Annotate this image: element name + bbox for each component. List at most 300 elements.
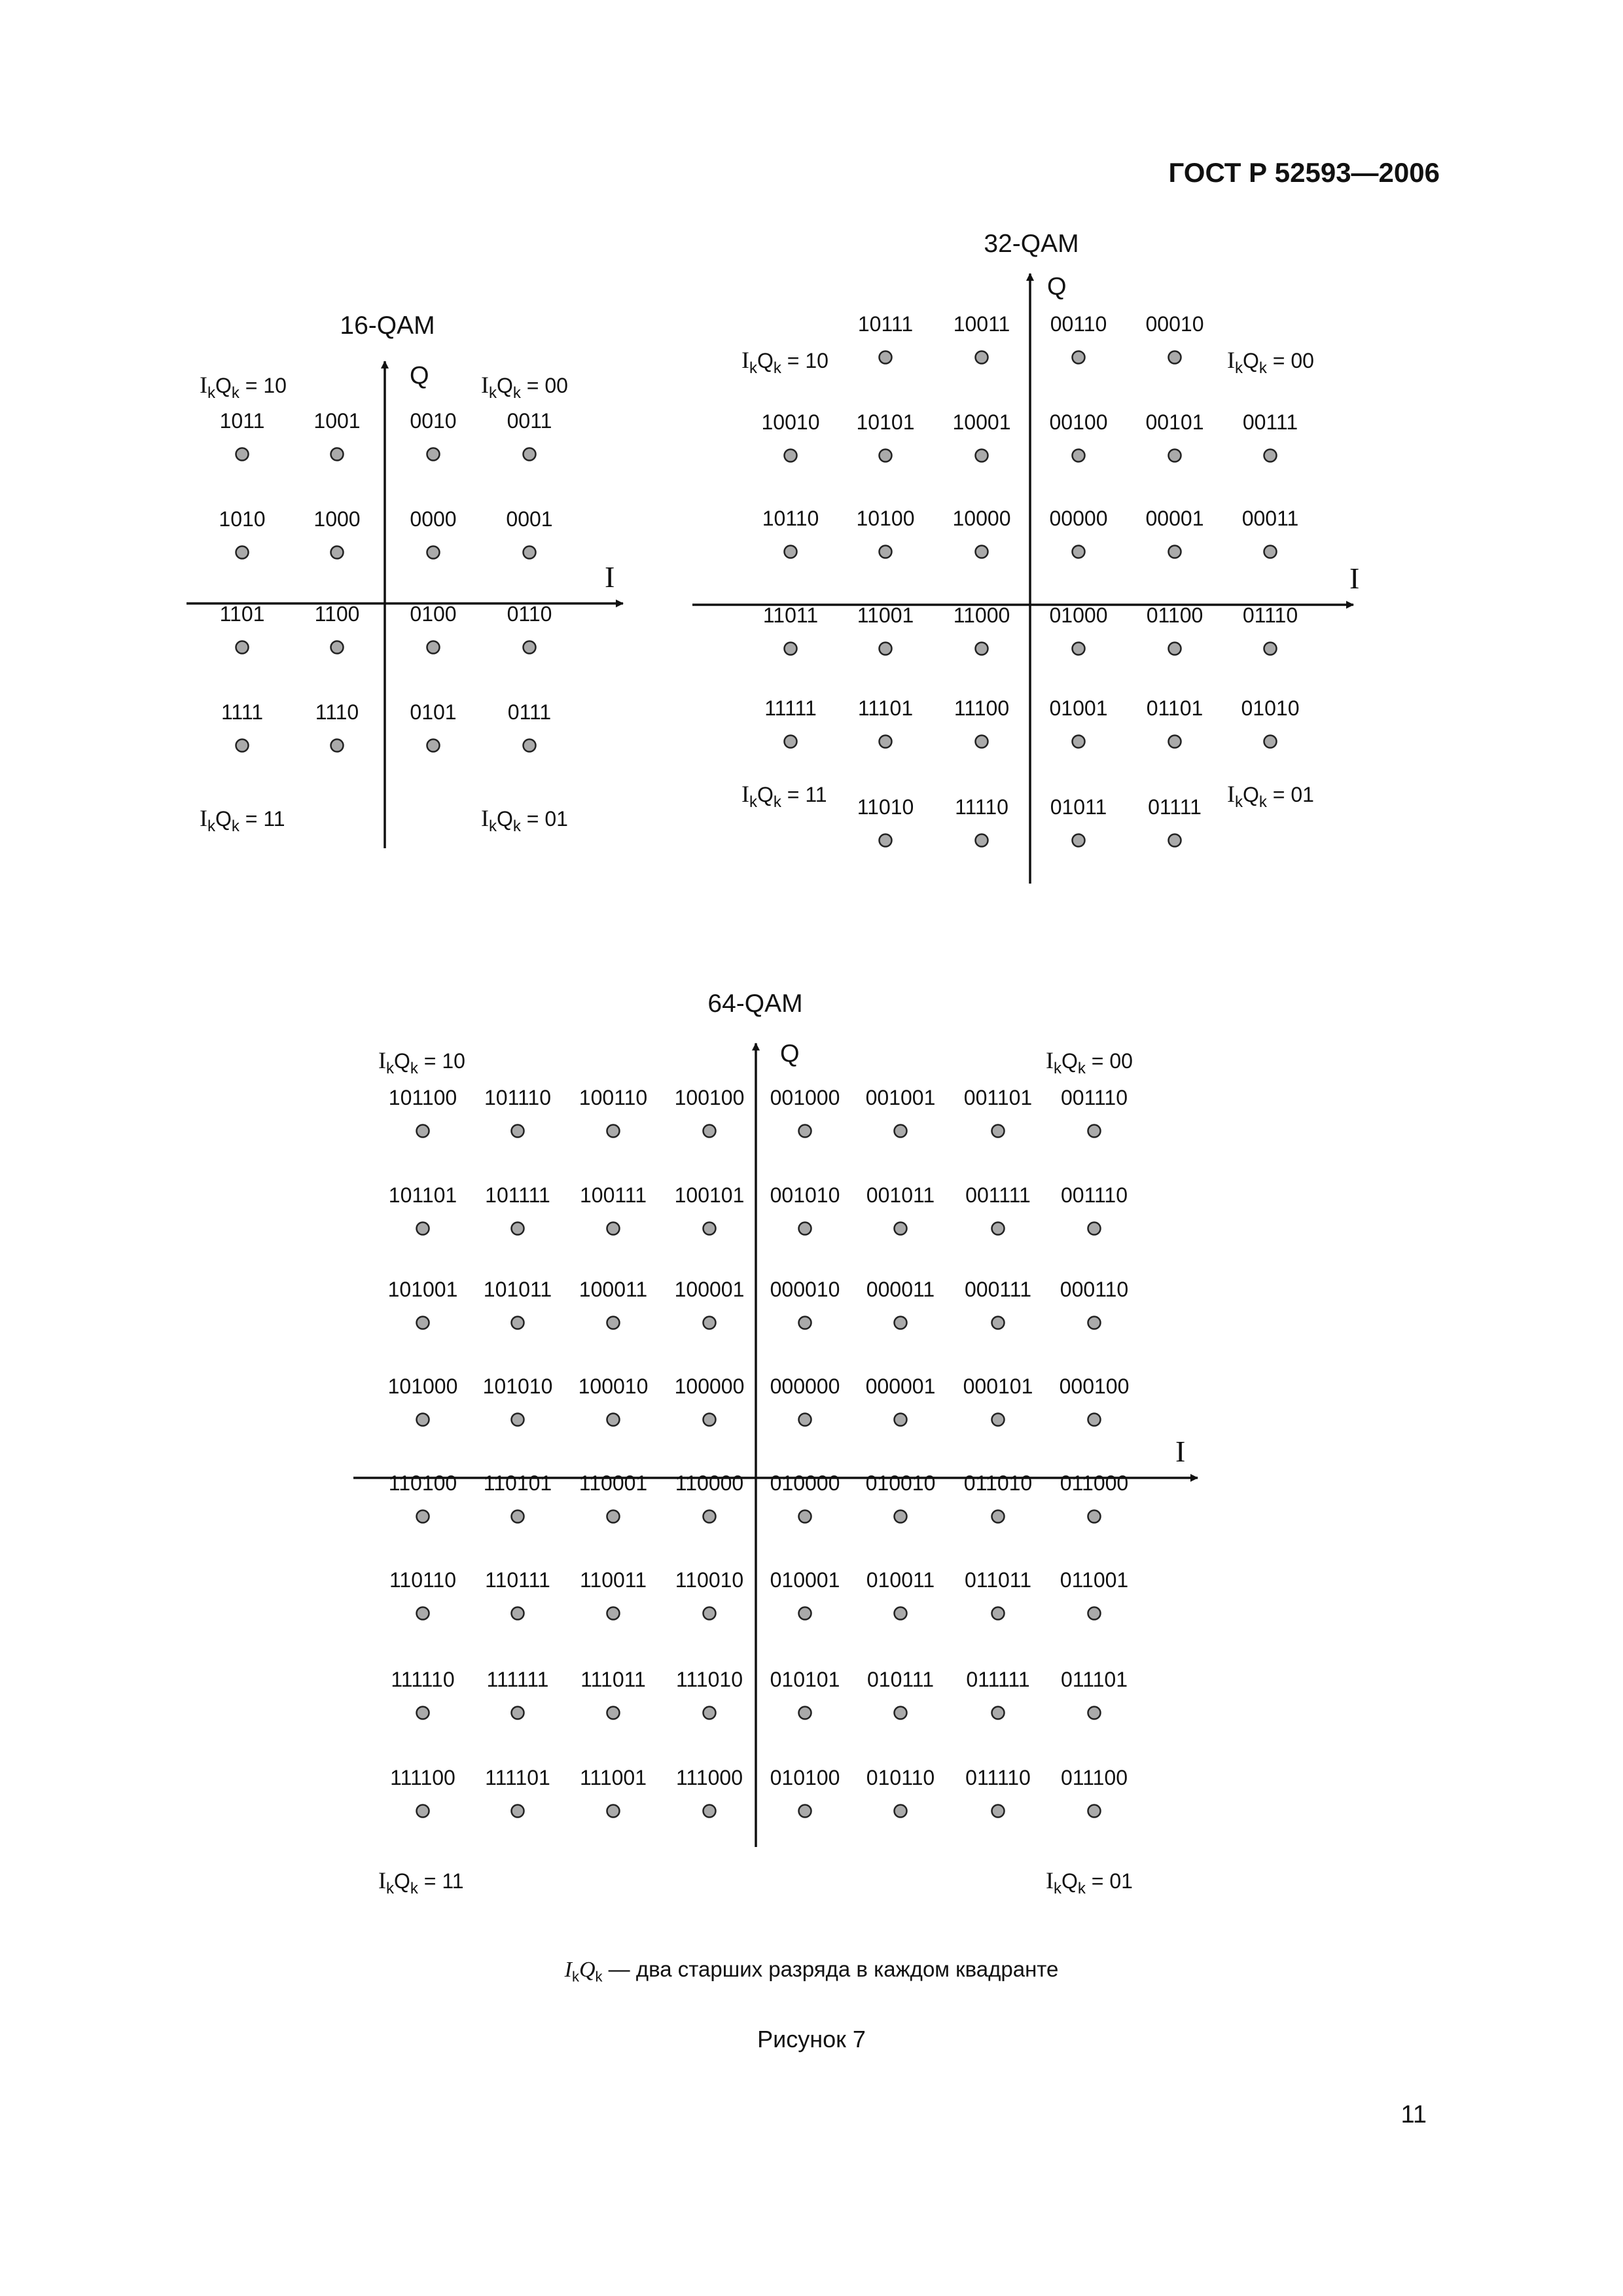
constellation-codeword: 10110: [762, 507, 819, 530]
constellation-codeword: 000111: [964, 1278, 1032, 1301]
constellation-codeword: 00001: [1145, 507, 1204, 530]
constellation-codeword: 110010: [675, 1568, 744, 1592]
constellation-codeword: 010010: [865, 1471, 936, 1495]
constellation-codeword: 0001: [506, 507, 553, 531]
constellation-codeword: 000011: [866, 1278, 935, 1301]
constellation-point: [895, 1317, 907, 1329]
constellation-point: [524, 547, 536, 559]
q-axis-label: Q: [1047, 273, 1067, 300]
constellation-codeword: 110011: [579, 1568, 647, 1592]
note-symbol-i: I: [564, 1958, 572, 1982]
constellation-point: [1088, 1511, 1101, 1523]
constellation-point: [1169, 450, 1181, 462]
quadrant-symbol-q: Q: [757, 349, 774, 372]
constellation-point: [607, 1511, 620, 1523]
constellation-codeword: 100001: [674, 1278, 745, 1301]
constellation-point: [704, 1805, 716, 1818]
constellation-point: [704, 1707, 716, 1719]
constellation-codeword: 0010: [410, 409, 457, 433]
constellation-codeword: 1101: [219, 602, 265, 626]
quadrant-label-bottom-right: [481, 805, 568, 835]
constellation-codeword: 1111: [221, 700, 264, 724]
constellation-codeword: 0101: [410, 700, 457, 724]
quadrant-label-bottom-right: [1046, 1867, 1133, 1897]
constellation-point: [417, 1607, 429, 1620]
quadrant-symbol-i-sub: k: [386, 1880, 394, 1897]
constellation-codeword: 100100: [674, 1086, 745, 1109]
quadrant-label-top-left: [378, 1047, 465, 1077]
constellation-codeword: 0011: [507, 409, 552, 433]
quadrant-value: = 00: [520, 374, 568, 397]
quadrant-symbol-q: Q: [394, 1869, 410, 1893]
quadrant-label-bottom-left: [741, 781, 827, 811]
constellation-codeword: 010111: [866, 1668, 935, 1691]
quadrant-label-top-right: [481, 372, 568, 402]
constellation-codeword: 101110: [484, 1086, 552, 1109]
constellation-point: [895, 1414, 907, 1426]
constellation-point: [1073, 643, 1085, 655]
constellation-codeword: 111101: [485, 1766, 550, 1789]
constellation-point: [331, 547, 344, 559]
quadrant-symbol-q-sub: k: [773, 359, 781, 377]
constellation-codeword: 101011: [483, 1278, 552, 1301]
constellation-point: [1169, 546, 1181, 558]
constellation-point: [976, 736, 988, 748]
quadrant-symbol-i: I: [1227, 781, 1235, 807]
constellation-point: [976, 834, 988, 847]
constellation-codeword: 010000: [770, 1471, 840, 1495]
constellation-codeword: 100010: [578, 1374, 649, 1398]
constellation-point: [976, 450, 988, 462]
quadrant-value: = 10: [418, 1049, 465, 1073]
constellation-codeword: 00011: [1241, 507, 1299, 530]
constellation-codeword: 000000: [770, 1374, 840, 1398]
constellation-codeword: 010001: [770, 1568, 840, 1592]
constellation-point: [1073, 450, 1085, 462]
constellation-point: [607, 1125, 620, 1138]
constellation-codeword: 00000: [1049, 507, 1108, 530]
constellation-codeword: 001000: [770, 1086, 840, 1109]
constellation-codeword: 110000: [675, 1471, 744, 1495]
quadrant-value: = 00: [1266, 349, 1314, 372]
quadrant-value: = 00: [1085, 1049, 1133, 1073]
note-symbol-q: Q: [579, 1958, 596, 1982]
constellation-point: [880, 450, 892, 462]
constellation-point: [895, 1607, 907, 1620]
constellation-point: [895, 1223, 907, 1235]
constellation-point: [799, 1414, 812, 1426]
constellation-codeword: 10011: [953, 312, 1010, 336]
quadrant-symbol-q: Q: [215, 374, 232, 397]
quadrant-value: = 11: [418, 1869, 464, 1893]
constellation-codeword: 111000: [675, 1766, 743, 1789]
constellation-point: [1088, 1223, 1101, 1235]
constellation-point: [992, 1805, 1005, 1818]
constellation-point: [895, 1805, 907, 1818]
quadrant-symbol-i-sub: k: [1235, 359, 1243, 377]
constellation-point: [1088, 1125, 1101, 1138]
constellation-point: [880, 546, 892, 558]
constellation-codeword: 111110: [391, 1668, 455, 1691]
quadrant-symbol-i: I: [1046, 1867, 1054, 1893]
constellation-codeword: 001111: [965, 1183, 1031, 1207]
constellation-point: [880, 736, 892, 748]
constellation-point: [1088, 1805, 1101, 1818]
quadrant-value: = 01: [520, 807, 568, 831]
constellation-codeword: 010011: [866, 1568, 935, 1592]
quadrant-label-top-left: [200, 372, 287, 402]
diagram-64-qam: [353, 990, 1198, 1897]
constellation-point: [895, 1707, 907, 1719]
quadrant-label-bottom-right: [1227, 781, 1314, 811]
constellation-codeword: 101111: [485, 1183, 550, 1207]
quadrant-symbol-i: I: [1046, 1047, 1054, 1073]
constellation-codeword: 1000: [313, 507, 361, 531]
quadrant-value: = 10: [239, 374, 287, 397]
constellation-codeword: 10111: [857, 312, 914, 336]
constellation-point: [799, 1707, 812, 1719]
constellation-point: [1169, 351, 1181, 364]
constellation-codeword: 11101: [857, 696, 914, 720]
quadrant-symbol-i: I: [741, 781, 749, 807]
constellation-point: [799, 1805, 812, 1818]
constellation-point: [427, 740, 440, 752]
constellation-codeword: 111111: [486, 1668, 549, 1691]
quadrant-symbol-i-sub: k: [1054, 1880, 1061, 1897]
constellation-codeword: 001101: [963, 1086, 1033, 1109]
quadrant-symbol-i-sub: k: [489, 384, 497, 402]
constellation-codeword: 111011: [580, 1668, 646, 1691]
constellation-codeword: 000100: [1059, 1374, 1130, 1398]
constellation-point: [512, 1607, 524, 1620]
constellation-codeword: 10101: [856, 410, 915, 434]
constellation-codeword: 011010: [963, 1471, 1033, 1495]
quadrant-symbol-q: Q: [757, 783, 774, 806]
constellation-codeword: 111001: [579, 1766, 647, 1789]
constellation-point: [1169, 736, 1181, 748]
constellation-point: [1169, 834, 1181, 847]
constellation-codeword: 011001: [1060, 1568, 1129, 1592]
constellation-codeword: 1100: [314, 602, 360, 626]
constellation-codeword: 01111: [1148, 795, 1202, 819]
quadrant-label-top-right: [1046, 1047, 1133, 1077]
quadrant-symbol-i: I: [481, 805, 489, 831]
constellation-codeword: 11001: [857, 603, 914, 627]
constellation-point: [1088, 1607, 1101, 1620]
constellation-point: [417, 1511, 429, 1523]
constellation-point: [512, 1805, 524, 1818]
constellation-point: [1073, 351, 1085, 364]
constellation-codeword: 010101: [770, 1668, 840, 1691]
quadrant-symbol-i: I: [1227, 347, 1235, 373]
constellation-point: [236, 448, 249, 461]
constellation-codeword: 101001: [387, 1278, 458, 1301]
constellation-point: [1088, 1317, 1101, 1329]
constellation-point: [524, 448, 536, 461]
constellation-point: [236, 641, 249, 654]
constellation-point: [331, 641, 344, 654]
constellation-point: [331, 740, 344, 752]
constellation-codeword: 100110: [579, 1086, 648, 1109]
constellation-point: [704, 1511, 716, 1523]
constellation-point: [1073, 546, 1085, 558]
constellation-codeword: 0100: [410, 602, 457, 626]
constellation-codeword: 100111: [579, 1183, 647, 1207]
constellation-codeword: 0111: [507, 700, 552, 724]
constellation-point: [236, 740, 249, 752]
constellation-codeword: 010110: [866, 1766, 935, 1789]
constellation-point: [1169, 643, 1181, 655]
constellation-codeword: 100011: [579, 1278, 648, 1301]
constellation-point: [607, 1607, 620, 1620]
constellation-point: [417, 1317, 429, 1329]
constellation-codeword: 01010: [1241, 696, 1300, 720]
quadrant-symbol-q: Q: [215, 807, 232, 831]
constellation-codeword: 000101: [963, 1374, 1033, 1398]
quadrant-symbol-i: I: [200, 805, 207, 831]
constellation-point: [799, 1607, 812, 1620]
constellation-point: [1088, 1707, 1101, 1719]
constellation-codeword: 011101: [1060, 1668, 1128, 1691]
constellation-point: [704, 1223, 716, 1235]
constellation-point: [992, 1223, 1005, 1235]
quadrant-symbol-i-sub: k: [386, 1060, 394, 1077]
constellation-codeword: 00110: [1050, 312, 1107, 336]
quadrant-symbol-q-sub: k: [1258, 359, 1267, 377]
constellation-codeword: 10001: [952, 410, 1011, 434]
quadrant-label-bottom-left: [200, 805, 285, 835]
constellation-codeword: 10000: [952, 507, 1011, 530]
constellation-point: [992, 1511, 1005, 1523]
diagram-title: 32-QAM: [984, 230, 1079, 258]
q-axis-label: Q: [410, 362, 429, 389]
constellation-codeword: 10100: [856, 507, 915, 530]
quadrant-label-top-left: [741, 347, 829, 377]
constellation-point: [417, 1414, 429, 1426]
constellation-point: [427, 448, 440, 461]
i-axis-label: I: [605, 560, 615, 594]
quadrant-symbol-q: Q: [1243, 349, 1259, 372]
quadrant-symbol-i: I: [481, 372, 489, 398]
constellation-codeword: 1110: [315, 700, 359, 724]
constellation-point: [976, 546, 988, 558]
constellation-point: [524, 740, 536, 752]
constellation-codeword: 1001: [313, 409, 361, 433]
constellation-codeword: 111010: [675, 1668, 743, 1691]
constellation-point: [799, 1317, 812, 1329]
document-header: ГОСТ Р 52593—2006: [1168, 157, 1440, 188]
constellation-point: [1264, 546, 1277, 558]
constellation-point: [512, 1223, 524, 1235]
constellation-point: [512, 1125, 524, 1138]
constellation-point: [992, 1414, 1005, 1426]
constellation-point: [524, 641, 536, 654]
constellation-codeword: 00100: [1049, 410, 1108, 434]
constellation-point: [799, 1223, 812, 1235]
quadrant-symbol-q-sub: k: [1077, 1880, 1086, 1897]
constellation-codeword: 001001: [865, 1086, 936, 1109]
constellation-codeword: 010100: [770, 1766, 840, 1789]
constellation-codeword: 11111: [764, 696, 817, 720]
quadrant-symbol-i-sub: k: [207, 384, 215, 402]
quadrant-symbol-i: I: [378, 1047, 386, 1073]
constellation-point: [417, 1125, 429, 1138]
constellation-point: [895, 1511, 907, 1523]
note-text: — два старших разряда в каждом квадранте: [602, 1957, 1059, 1981]
constellation-codeword: 011100: [1060, 1766, 1128, 1789]
constellation-codeword: 00111: [1242, 410, 1298, 434]
constellation-point: [512, 1707, 524, 1719]
constellation-point: [799, 1125, 812, 1138]
constellation-point: [607, 1223, 620, 1235]
quadrant-symbol-i-sub: k: [1054, 1060, 1061, 1077]
quadrant-symbol-q: Q: [497, 807, 513, 831]
constellation-codeword: 011000: [1060, 1471, 1129, 1495]
constellation-codeword: 1010: [219, 507, 266, 531]
constellation-codeword: 11010: [857, 795, 914, 819]
quadrant-label-top-right: [1227, 347, 1314, 377]
constellation-codeword: 110111: [485, 1568, 550, 1592]
constellation-point: [236, 547, 249, 559]
quadrant-symbol-i-sub: k: [1235, 793, 1243, 811]
i-axis-label: I: [1349, 562, 1360, 595]
quadrant-value: = 11: [239, 807, 285, 831]
constellation-point: [427, 547, 440, 559]
quadrant-symbol-i-sub: k: [749, 793, 757, 811]
quadrant-symbol-i-sub: k: [489, 817, 497, 835]
constellation-point: [704, 1414, 716, 1426]
quadrant-symbol-q-sub: k: [773, 793, 781, 811]
quadrant-label-bottom-left: [378, 1867, 464, 1897]
constellation-point: [785, 643, 797, 655]
constellation-point: [785, 736, 797, 748]
constellation-codeword: 11000: [953, 603, 1010, 627]
quadrant-symbol-q-sub: k: [512, 384, 521, 402]
constellation-codeword: 110110: [389, 1568, 457, 1592]
quadrant-symbol-i: I: [200, 372, 207, 398]
constellation-point: [417, 1223, 429, 1235]
quadrant-value: = 11: [781, 783, 827, 806]
constellation-codeword: 10010: [761, 410, 820, 434]
quadrant-symbol-i-sub: k: [749, 359, 757, 377]
constellation-codeword: 101010: [482, 1374, 553, 1398]
constellation-point: [1264, 643, 1277, 655]
quadrant-symbol-q-sub: k: [231, 817, 240, 835]
quadrant-symbol-q: Q: [1061, 1869, 1078, 1893]
constellation-codeword: 001010: [770, 1183, 840, 1207]
constellation-codeword: 01011: [1050, 795, 1107, 819]
constellation-codeword: 110001: [579, 1471, 648, 1495]
quadrant-symbol-q-sub: k: [512, 817, 521, 835]
constellation-point: [1088, 1414, 1101, 1426]
constellation-point: [512, 1511, 524, 1523]
constellation-point: [992, 1607, 1005, 1620]
constellation-codeword: 11100: [954, 696, 1010, 720]
constellation-point: [976, 643, 988, 655]
constellation-point: [880, 643, 892, 655]
quadrant-value: = 01: [1266, 783, 1314, 806]
quadrant-symbol-q: Q: [394, 1049, 410, 1073]
constellation-point: [1264, 450, 1277, 462]
quadrant-symbol-q-sub: k: [1077, 1060, 1086, 1077]
constellation-point: [512, 1317, 524, 1329]
constellation-point: [1073, 834, 1085, 847]
i-axis-label: I: [1175, 1435, 1186, 1468]
constellation-codeword: 01110: [1242, 603, 1298, 627]
constellation-codeword: 100000: [674, 1374, 745, 1398]
constellation-codeword: 01001: [1049, 696, 1108, 720]
constellation-point: [992, 1317, 1005, 1329]
constellation-codeword: 101000: [387, 1374, 458, 1398]
constellation-point: [785, 546, 797, 558]
constellation-codeword: 001110: [1060, 1086, 1128, 1109]
constellation-codeword: 0110: [507, 602, 552, 626]
q-axis-label: Q: [780, 1040, 800, 1067]
constellation-point: [785, 450, 797, 462]
diagram-title: 16-QAM: [340, 312, 435, 340]
quadrant-symbol-i: I: [741, 347, 749, 373]
note-symbol-i-sub: k: [571, 1968, 579, 1985]
constellation-codeword: 001110: [1060, 1183, 1128, 1207]
constellation-codeword: 110100: [388, 1471, 457, 1495]
quadrant-value: = 01: [1085, 1869, 1133, 1893]
quadrant-symbol-i-sub: k: [207, 817, 215, 835]
constellation-point: [607, 1805, 620, 1818]
constellation-point: [704, 1607, 716, 1620]
constellation-point: [331, 448, 344, 461]
constellation-codeword: 000001: [865, 1374, 936, 1398]
quadrant-symbol-q-sub: k: [231, 384, 240, 402]
constellation-point: [880, 351, 892, 364]
constellation-point: [880, 834, 892, 847]
quadrant-symbol-i: I: [378, 1867, 386, 1893]
constellation-codeword: 001011: [866, 1183, 935, 1207]
constellation-point: [417, 1805, 429, 1818]
quadrant-symbol-q-sub: k: [410, 1060, 418, 1077]
diagram-32-qam: [692, 230, 1359, 884]
constellation-point: [607, 1707, 620, 1719]
quadrant-symbol-q: Q: [1061, 1049, 1078, 1073]
constellation-codeword: 11110: [955, 795, 1008, 819]
constellation-point: [976, 351, 988, 364]
constellation-point: [417, 1707, 429, 1719]
constellation-point: [799, 1511, 812, 1523]
note-symbol-q-sub: k: [595, 1968, 603, 1985]
constellation-codeword: 111100: [390, 1766, 455, 1789]
diagram-title: 64-QAM: [707, 990, 803, 1018]
constellation-codeword: 000010: [770, 1278, 840, 1301]
figure-note: [0, 1957, 1623, 1986]
constellation-point: [992, 1707, 1005, 1719]
constellation-codeword: 11011: [762, 603, 819, 627]
constellation-codeword: 00010: [1145, 312, 1204, 336]
constellation-point: [512, 1414, 524, 1426]
constellation-codeword: 100101: [674, 1183, 745, 1207]
constellation-point: [704, 1125, 716, 1138]
constellation-point: [895, 1125, 907, 1138]
constellation-codeword: 101100: [388, 1086, 457, 1109]
constellation-codeword: 011011: [964, 1568, 1032, 1592]
diagram-16-qam: [187, 312, 623, 848]
constellation-codeword: 01000: [1049, 603, 1108, 627]
constellation-point: [427, 641, 440, 654]
constellation-codeword: 00101: [1145, 410, 1204, 434]
quadrant-value: = 10: [781, 349, 829, 372]
quadrant-symbol-q-sub: k: [1258, 793, 1267, 811]
quadrant-symbol-q: Q: [497, 374, 513, 397]
constellation-point: [607, 1317, 620, 1329]
constellation-point: [1073, 736, 1085, 748]
